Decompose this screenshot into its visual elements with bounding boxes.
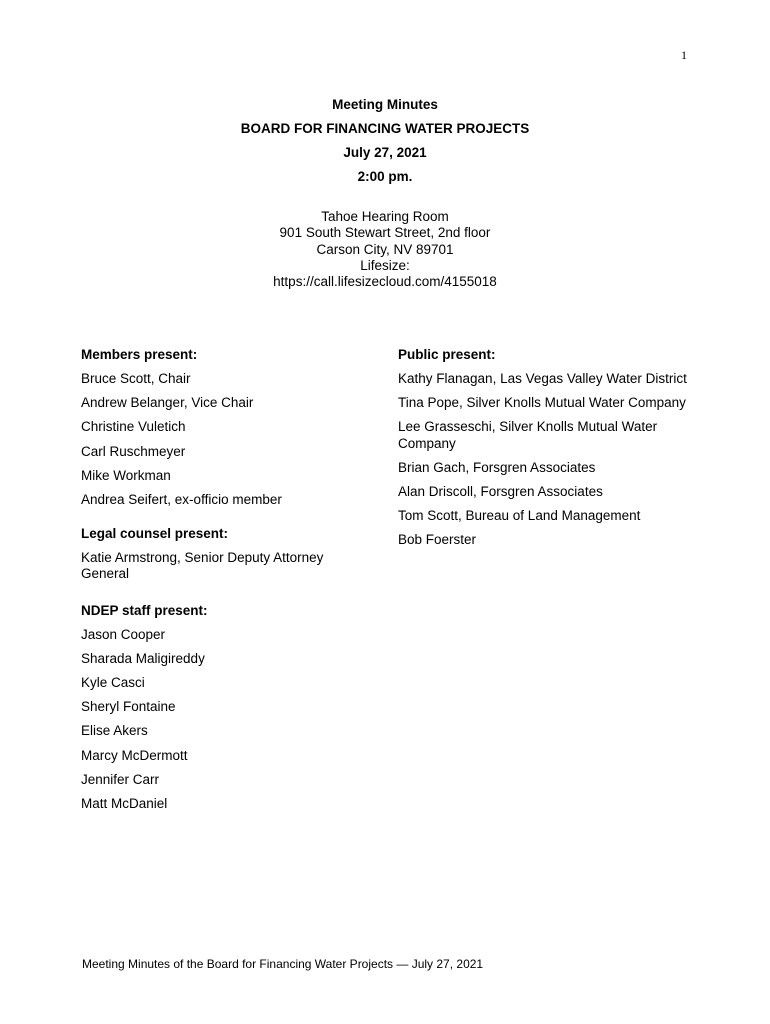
public-heading: Public present:: [398, 347, 496, 362]
right-column: [398, 347, 688, 557]
location-platform: Lifesize:: [360, 257, 410, 273]
meeting-time: 2:00 pm.: [357, 169, 413, 184]
public-list: [398, 371, 688, 549]
ndep-entry: Sheryl Fontaine: [81, 699, 176, 715]
member-entry: Carl Ruschmeyer: [81, 443, 186, 459]
public-entry: Kathy Flanagan, Las Vegas Valley Water District: [398, 371, 687, 386]
ndep-entry: Jennifer Carr: [81, 771, 160, 787]
legal-entry: Katie Armstrong, Senior Deputy Attorney General: [81, 550, 324, 582]
ndep-list: [81, 627, 371, 813]
ndep-entry: Kyle Casci: [81, 674, 145, 690]
member-entry: Bruce Scott, Chair: [81, 371, 191, 386]
members-heading: Members present:: [81, 347, 198, 362]
ndep-entry: Sharada Maligireddy: [81, 650, 205, 666]
ndep-entry: Elise Akers: [81, 723, 148, 739]
ndep-entry: Marcy McDermott: [81, 747, 188, 763]
location-city: Carson City, NV 89701: [316, 241, 454, 257]
member-entry: Mike Workman: [81, 467, 171, 483]
public-entry: Alan Driscoll, Forsgren Associates: [398, 484, 603, 500]
board-name: BOARD FOR FINANCING WATER PROJECTS: [240, 121, 530, 136]
legal-list: [81, 550, 371, 583]
legal-heading: Legal counsel present:: [81, 526, 229, 542]
ndep-entry: Matt McDaniel: [81, 795, 168, 811]
public-entry: Bob Foerster: [398, 532, 477, 548]
public-entry: Tina Pope, Silver Knolls Mutual Water Company: [398, 395, 686, 411]
meeting-location: [0, 209, 770, 290]
public-entry: Tom Scott, Bureau of Land Management: [398, 508, 641, 524]
location-room: Tahoe Hearing Room: [321, 209, 449, 224]
page-footer: Meeting Minutes of the Board for Financing Water Projects — July 27, 2021: [82, 957, 484, 971]
members-list: [81, 371, 371, 508]
document-title: Meeting Minutes: [332, 97, 438, 112]
page-number: 1: [681, 48, 687, 62]
meeting-date: July 27, 2021: [343, 145, 427, 160]
public-entry: Lee Grasseschi, Silver Knolls Mutual Water Company: [398, 419, 658, 451]
meeting-link: https://call.lifesizecloud.com/4155018: [273, 274, 497, 290]
ndep-entry: Jason Cooper: [81, 626, 166, 642]
left-column: [81, 347, 371, 820]
ndep-heading: NDEP staff present:: [81, 602, 208, 618]
member-entry: Christine Vuletich: [81, 419, 186, 435]
member-entry: Andrea Seifert, ex-officio member: [81, 491, 282, 507]
public-entry: Brian Gach, Forsgren Associates: [398, 459, 596, 475]
member-entry: Andrew Belanger, Vice Chair: [81, 395, 254, 411]
location-street: 901 South Stewart Street, 2nd floor: [279, 225, 491, 241]
document-header: [0, 97, 770, 193]
